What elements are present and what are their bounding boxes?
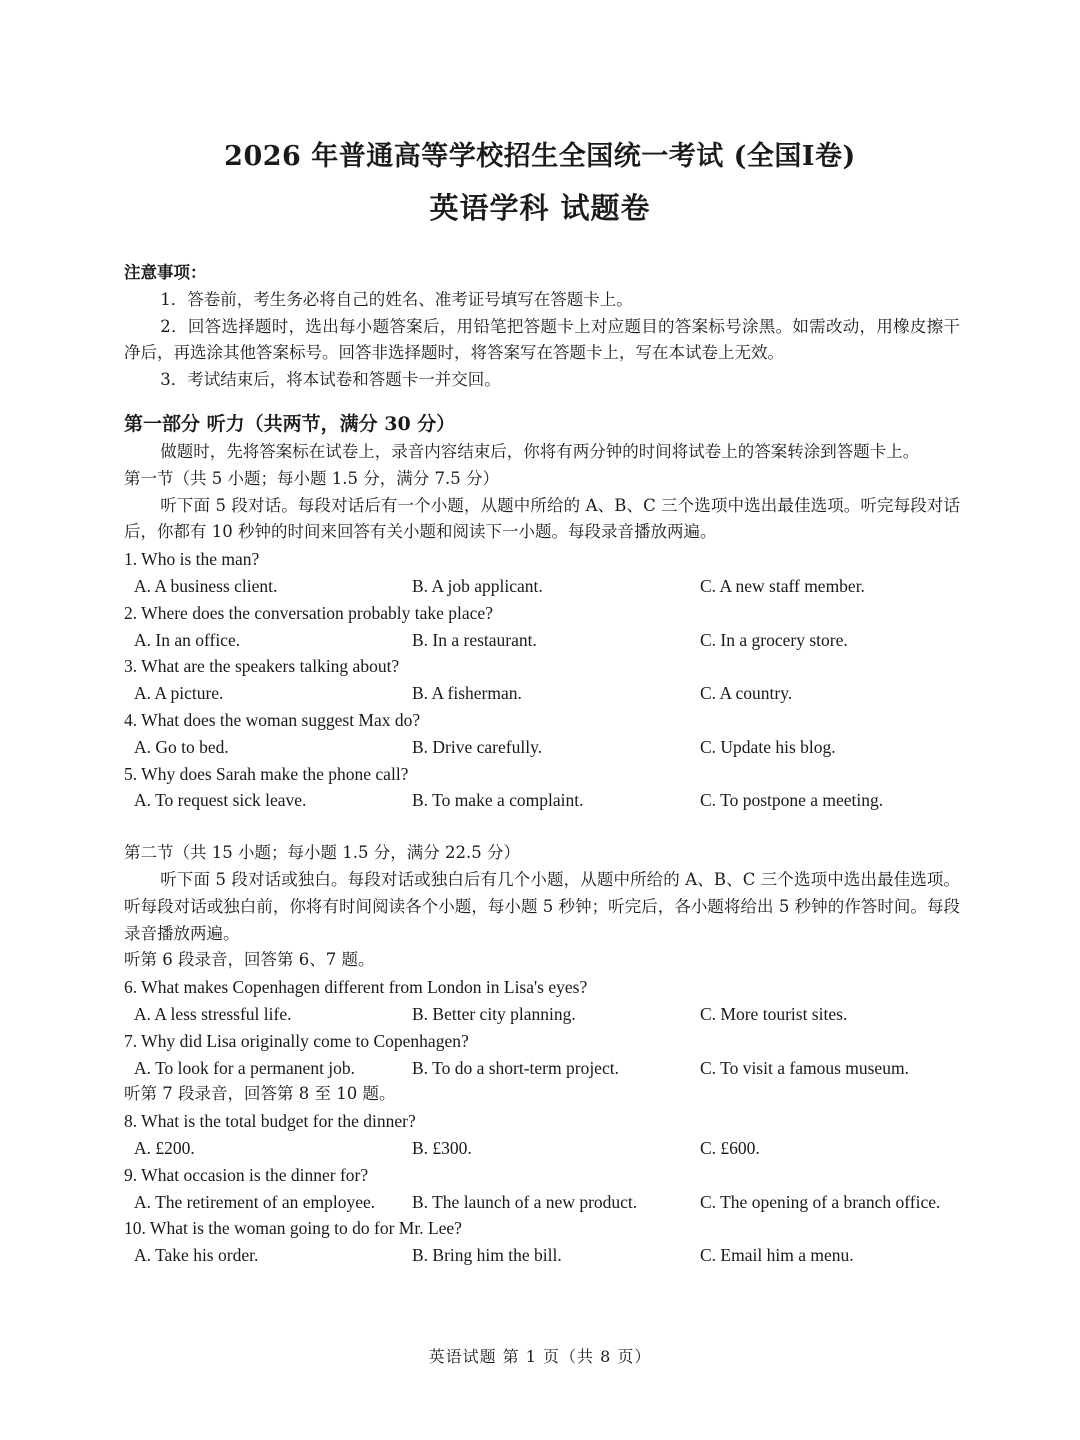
exam-subtitle: 英语学科 试题卷 [429, 191, 651, 225]
page-footer: 英语试题 第 1 页（共 8 页） [428, 1347, 652, 1366]
option-a: A. To request sick leave. [134, 790, 307, 811]
option-a: A. To look for a permanent job. [134, 1057, 356, 1078]
notice-title: 注意事项： [124, 263, 207, 282]
option-b: B. In a restaurant. [412, 629, 537, 650]
group1-label: 听第 6 段录音，回答第 6、7 题。 [124, 950, 375, 970]
question-3: 3. What are the speakers talking about? [124, 656, 400, 677]
question-1: 1. Who is the man? [124, 549, 260, 570]
option-b: B. A job applicant. [412, 575, 543, 596]
option-c: C. Update his blog. [700, 736, 836, 757]
question-4-options [124, 734, 960, 761]
question-4: 4. What does the woman suggest Max do? [124, 709, 421, 730]
option-b: B. To do a short-term project. [412, 1057, 619, 1078]
option-a: A. A business client. [134, 575, 278, 596]
option-a: A. Take his order. [134, 1245, 259, 1266]
question-3-options [124, 680, 960, 707]
option-b: B. Better city planning. [412, 1003, 576, 1024]
option-a: A. In an office. [134, 629, 241, 650]
question-2: 2. Where does the conversation probably take place? [124, 602, 493, 623]
option-c: C. More tourist sites. [700, 1003, 848, 1024]
option-c: C. A country. [700, 683, 793, 704]
notice-item: 2．回答选择题时，选出每小题答案后，用铅笔把答题卡上对应题目的答案标号涂黑。如需改动，用橡皮擦干净后，再选涂其他答案标号。回答非选择题时，将答案写在答题卡上，写在本试卷上无效。 [124, 316, 960, 363]
group2-label: 听第 7 段录音，回答第 8 至 10 题。 [124, 1084, 396, 1104]
question-8: 8. What is the total budget for the dinner? [124, 1111, 416, 1132]
question-7: 7. Why did Lisa originally come to Copenhagen? [124, 1030, 469, 1051]
question-6: 6. What makes Copenhagen different from London in Lisa's eyes? [124, 977, 588, 998]
section1-instruction: 听下面 5 段对话。每段对话后有一个小题，从题中所给的 A、B、C 三个选项中选出最佳选项。听完每段对话后，你都有 10 秒钟的时间来回答有关小题和阅读下一小题。每段录音播放两遍。 [124, 495, 960, 542]
question-6-options [124, 1001, 960, 1028]
question-8-options [124, 1135, 960, 1162]
question-5-options [124, 787, 960, 814]
section-spacer [124, 814, 960, 840]
option-a: A. A picture. [134, 683, 224, 704]
option-c: C. £600. [700, 1137, 760, 1158]
question-2-options [124, 627, 960, 654]
exam-title: 2026 年普通高等学校招生全国统一考试 (全国I卷) [224, 141, 856, 172]
section1-title: 第一节（共 5 小题；每小题 1.5 分，满分 7.5 分） [124, 468, 499, 488]
option-b: B. To make a complaint. [412, 790, 584, 811]
question-9: 9. What occasion is the dinner for? [124, 1164, 369, 1185]
part1-title: 第一部分 听力（共两节，满分 30 分） [124, 412, 456, 435]
option-b: B. The launch of a new product. [412, 1191, 638, 1212]
question-10-options [124, 1242, 960, 1269]
exam-content [124, 260, 960, 1269]
question-5: 5. Why does Sarah make the phone call? [124, 763, 409, 784]
option-c: C. The opening of a branch office. [700, 1191, 941, 1212]
question-7-options [124, 1055, 960, 1082]
option-b: B. Bring him the bill. [412, 1245, 562, 1266]
option-a: A. The retirement of an employee. [134, 1191, 376, 1212]
question-10: 10. What is the woman going to do for Mr. Lee? [124, 1218, 462, 1239]
option-c: C. To visit a famous museum. [700, 1057, 909, 1078]
option-c: C. Email him a menu. [700, 1245, 854, 1266]
option-a: A. Go to bed. [134, 736, 229, 757]
option-a: A. £200. [134, 1137, 195, 1158]
question-1-options [124, 573, 960, 600]
notice-item: 1．答卷前，考生务必将自己的姓名、准考证号填写在答题卡上。 [160, 289, 633, 309]
option-b: B. A fisherman. [412, 683, 522, 704]
part1-instruction: 做题时，先将答案标在试卷上，录音内容结束后，你将有两分钟的时间将试卷上的答案转涂到答题卡上。 [160, 441, 920, 461]
option-c: C. To postpone a meeting. [700, 790, 884, 811]
option-b: B. Drive carefully. [412, 736, 543, 757]
section2-title: 第二节（共 15 小题；每小题 1.5 分，满分 22.5 分） [124, 843, 520, 863]
section2-instruction: 听下面 5 段对话或独白。每段对话或独白后有几个小题，从题中所给的 A、B、C 三个选项中选出最佳选项。听每段对话或独白前，你将有时间阅读各个小题，每小题 5 秒钟；听完后，各小题将给出 5 秒钟的作答时间。每段录音播放两遍。 [124, 869, 960, 943]
question-9-options [124, 1189, 960, 1216]
option-b: B. £300. [412, 1137, 472, 1158]
option-c: C. In a grocery store. [700, 629, 848, 650]
option-c: C. A new staff member. [700, 575, 865, 596]
option-a: A. A less stressful life. [134, 1003, 292, 1024]
notice-item: 3．考试结束后，将本试卷和答题卡一并交回。 [160, 370, 501, 390]
